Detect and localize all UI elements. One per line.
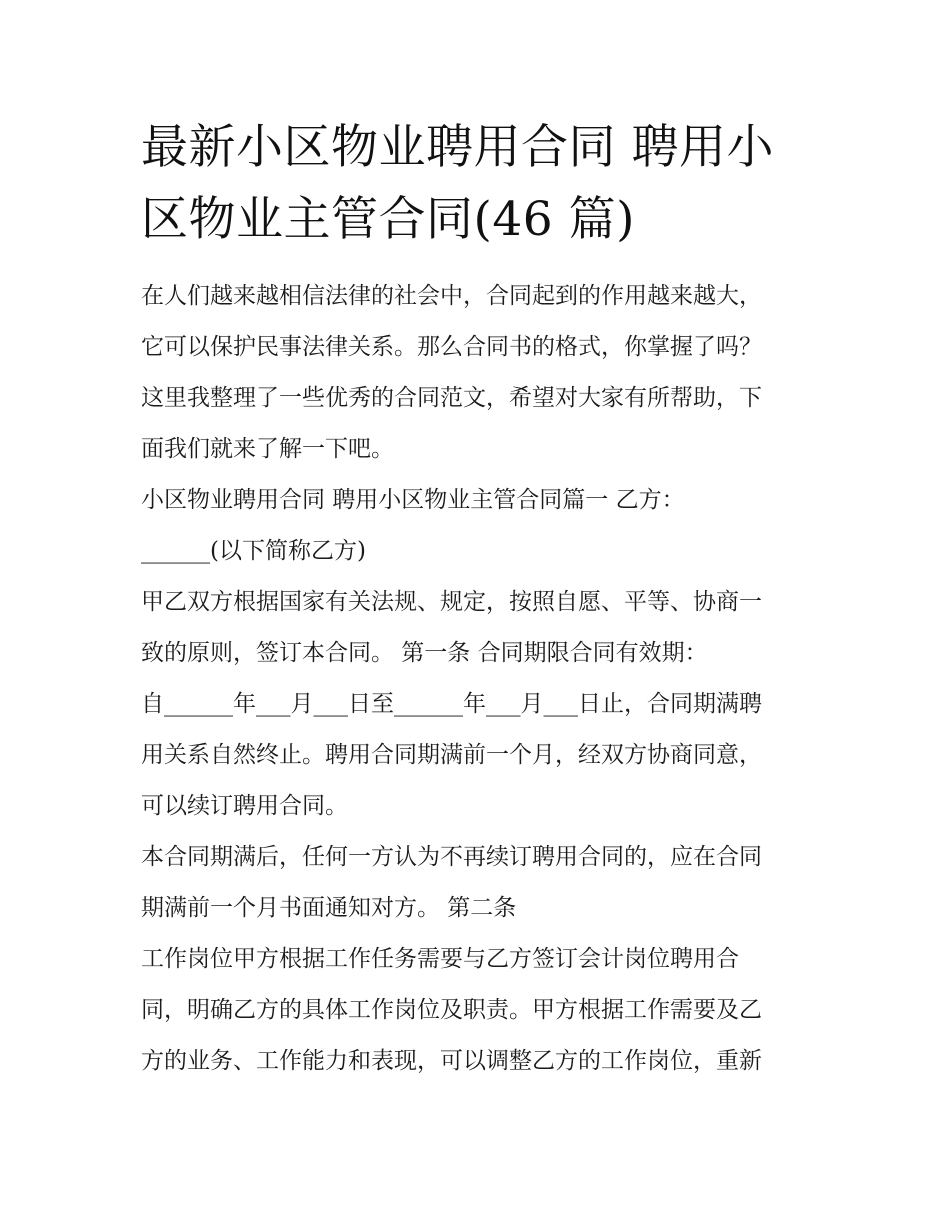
section-heading-paragraph xyxy=(141,475,821,577)
text-line: 这里我整理了一些优秀的合同范文，希望对大家有所帮助，下 xyxy=(141,385,762,411)
text-line: 自______年___月___日至______年___月___日止，合同期满聘 xyxy=(141,691,762,717)
text-line: 致的原则，签订本合同。 第一条 合同期限合同有效期： xyxy=(141,640,708,666)
text-line: 用关系自然终止。聘用合同期满前一个月，经双方协商同意， xyxy=(141,742,762,768)
renewal-paragraph xyxy=(141,832,821,934)
document-title xyxy=(141,112,821,256)
text-line: 期满前一个月书面通知对方。 第二条 xyxy=(141,895,517,921)
principle-paragraph xyxy=(141,577,821,679)
title-line: 最新小区物业聘用合同 聘用小 xyxy=(141,120,774,175)
text-line: 可以续订聘用合同。 xyxy=(141,793,348,819)
text-line: 同，明确乙方的具体工作岗位及职责。甲方根据工作需要及乙 xyxy=(141,997,762,1023)
term-paragraph xyxy=(141,679,821,832)
text-line: 甲乙双方根据国家有关法规、规定，按照自愿、平等、协商一 xyxy=(141,589,762,615)
text-line: 它可以保护民事法律关系。那么合同书的格式，你掌握了吗？ xyxy=(141,334,762,360)
text-line: 方的业务、工作能力和表现，可以调整乙方的工作岗位，重新 xyxy=(141,1048,762,1074)
title-line: 区物业主管合同(46 篇) xyxy=(141,192,635,247)
document-body xyxy=(141,271,821,1087)
text-line: 小区物业聘用合同 聘用小区物业主管合同篇一 乙方： xyxy=(141,487,685,513)
text-line: 本合同期满后，任何一方认为不再续订聘用合同的，应在合同 xyxy=(141,844,762,870)
text-line: 工作岗位甲方根据工作任务需要与乙方签订会计岗位聘用合 xyxy=(141,946,739,972)
text-line: 在人们越来越相信法律的社会中，合同起到的作用越来越大， xyxy=(141,283,762,309)
text-line: ______(以下简称乙方) xyxy=(141,538,366,564)
intro-paragraph xyxy=(141,271,821,475)
position-paragraph xyxy=(141,934,821,1087)
text-line: 面我们就来了解一下吧。 xyxy=(141,436,394,462)
document-content xyxy=(141,112,821,1087)
